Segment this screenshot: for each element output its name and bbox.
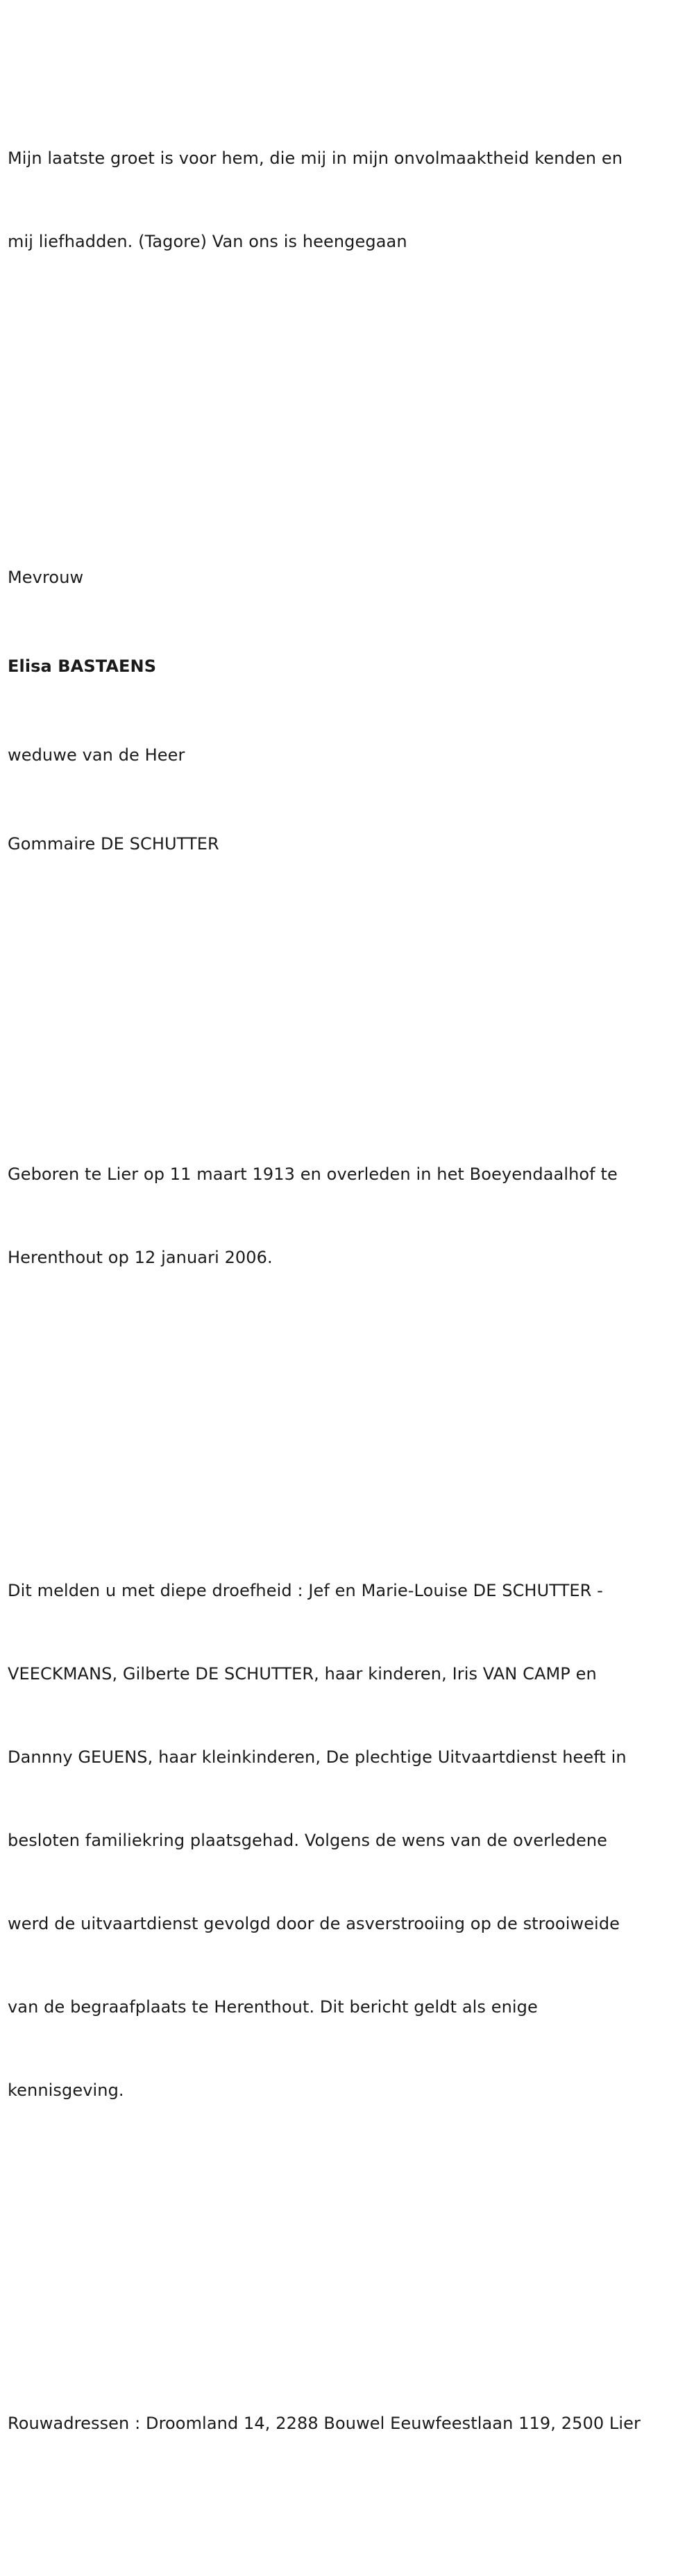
- announcement-line: Dannny GEUENS, haar kleinkinderen, De plechtige Uitvaartdienst heeft in: [8, 1747, 627, 1767]
- deceased-name: Elisa BASTAENS: [8, 656, 157, 676]
- announcement-line: kennisgeving.: [8, 2081, 124, 2100]
- birth-death-line: Herenthout op 12 januari 2006.: [8, 1248, 273, 1267]
- spouse-name: Gommaire DE SCHUTTER: [8, 834, 219, 854]
- birth-death-line: Geboren te Lier op 11 maart 1913 en overleden in het Boeyendaalhof te: [8, 1164, 618, 1184]
- relation-text: weduwe van de Heer: [8, 745, 185, 765]
- announcement-line: VEECKMANS, Gilberte DE SCHUTTER, haar kinderen, Iris VAN CAMP en: [8, 1664, 597, 1684]
- announcement-paragraph: [8, 1521, 694, 2160]
- obituary-text: [8, 6, 694, 2576]
- announcement-line: werd de uitvaartdienst gevolgd door de asverstrooiing op de strooiweide: [8, 1914, 620, 1933]
- mourning-addresses: Rouwadressen : Droomland 14, 2288 Bouwel Eeuwfeestlaan 119, 2500 Lier: [8, 2414, 641, 2433]
- birth-death-paragraph: [8, 1105, 694, 1327]
- salutation: Mevrouw: [8, 568, 84, 587]
- tagore-quote: [8, 89, 694, 311]
- announcement-line: van de begraafplaats te Herenthout. Dit bericht geldt als enige: [8, 1997, 538, 2017]
- quote-line: Mijn laatste groet is voor hem, die mij in mijn onvolmaaktheid kenden en: [8, 149, 623, 168]
- quote-line: mij liefhadden. (Tagore) Van ons is heengegaan: [8, 232, 407, 251]
- paragraph-gap: [8, 1410, 694, 1438]
- announcement-line: besloten familiekring plaatsgehad. Volgens de wens van de overledene: [8, 1831, 608, 1850]
- paragraph-gap: [8, 999, 694, 1022]
- announcement-line: Dit melden u met diepe droefheid : Jef en Marie-Louise DE SCHUTTER -: [8, 1581, 603, 1600]
- paragraph-gap: [8, 2243, 694, 2271]
- paragraph-gap: [8, 394, 694, 422]
- addresses-paragraph: [8, 2354, 694, 2493]
- deceased-block: [8, 505, 694, 916]
